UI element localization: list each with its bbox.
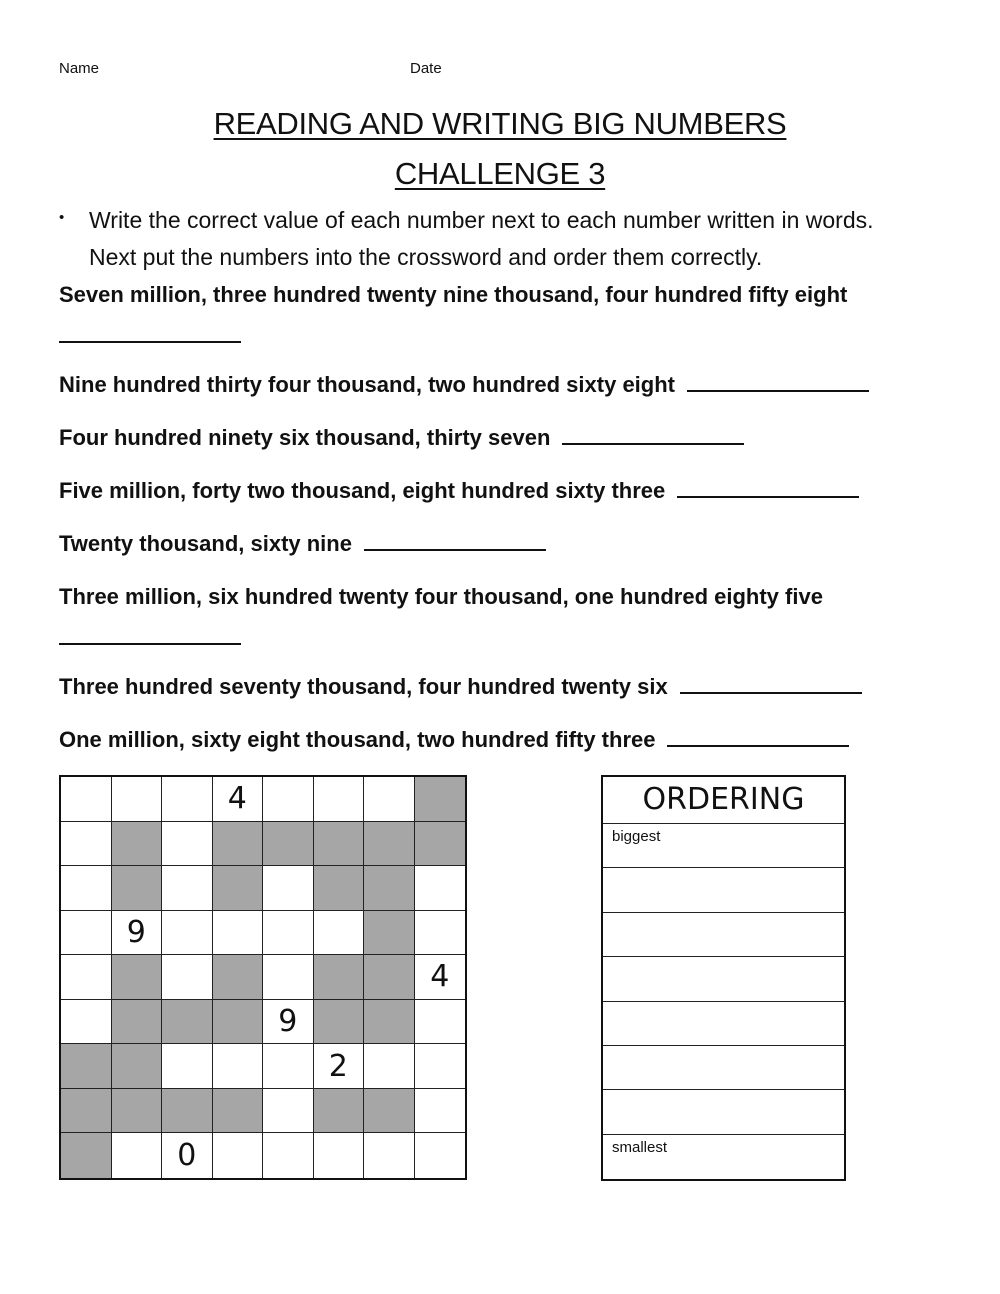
ordering-row-3[interactable]	[603, 913, 844, 957]
crossword-cell[interactable]	[263, 777, 314, 822]
crossword-cell[interactable]	[263, 1089, 314, 1134]
question-3	[59, 425, 744, 451]
answer-blank-5[interactable]	[364, 531, 546, 551]
crossword-cell[interactable]	[415, 1133, 466, 1178]
crossword-cell[interactable]	[314, 911, 365, 956]
crossword-cell-shaded	[415, 777, 466, 822]
question-8-text: One million, sixty eight thousand, two hundred fifty three	[59, 727, 656, 752]
page-title: READING AND WRITING BIG NUMBERS	[213, 106, 787, 141]
crossword-cell[interactable]	[364, 777, 415, 822]
ordering-row-5[interactable]	[603, 1002, 844, 1046]
answer-blank-3[interactable]	[562, 425, 744, 445]
crossword-cell[interactable]	[112, 777, 163, 822]
crossword-cell[interactable]	[61, 822, 112, 867]
crossword-cell-shaded	[364, 955, 415, 1000]
answer-blank-7[interactable]	[680, 674, 862, 694]
crossword-cell[interactable]	[162, 1044, 213, 1089]
crossword-cell-shaded	[213, 822, 264, 867]
crossword-cell[interactable]	[364, 1133, 415, 1178]
ordering-row-7[interactable]	[603, 1090, 844, 1134]
crossword-cell[interactable]	[213, 911, 264, 956]
crossword-cell[interactable]	[112, 1133, 163, 1178]
bullet-icon: •	[59, 209, 65, 226]
crossword-cell[interactable]	[263, 955, 314, 1000]
crossword-cell[interactable]	[415, 1089, 466, 1134]
crossword-grid	[59, 775, 467, 1180]
answer-blank-2[interactable]	[687, 372, 869, 392]
crossword-cell-shaded	[213, 1089, 264, 1134]
crossword-cell[interactable]	[213, 1044, 264, 1089]
question-1: Seven million, three hundred twenty nine thousand, four hundred fifty eight	[59, 282, 848, 307]
crossword-cell-shaded	[364, 866, 415, 911]
crossword-cell-shaded	[112, 822, 163, 867]
question-3-text: Four hundred ninety six thousand, thirty seven	[59, 425, 551, 450]
crossword-cell-shaded	[112, 1089, 163, 1134]
crossword-cell[interactable]	[61, 777, 112, 822]
crossword-cell-shaded	[213, 955, 264, 1000]
crossword-cell-shaded	[112, 866, 163, 911]
crossword-cell[interactable]	[263, 1044, 314, 1089]
crossword-cell[interactable]	[415, 866, 466, 911]
crossword-cell[interactable]	[263, 911, 314, 956]
crossword-cell[interactable]: 0	[162, 1133, 213, 1178]
crossword-cell-shaded	[112, 1000, 163, 1045]
crossword-cell[interactable]	[61, 866, 112, 911]
crossword-cell[interactable]	[415, 1000, 466, 1045]
crossword-cell-shaded	[162, 1000, 213, 1045]
crossword-cell[interactable]: 9	[112, 911, 163, 956]
question-4-text: Five million, forty two thousand, eight hundred sixty three	[59, 478, 666, 503]
crossword-cell-shaded	[61, 1044, 112, 1089]
instruction-line-2: Next put the numbers into the crossword and order them correctly.	[89, 244, 763, 270]
crossword-cell[interactable]	[162, 955, 213, 1000]
crossword-cell-shaded	[61, 1089, 112, 1134]
crossword-cell[interactable]	[162, 822, 213, 867]
crossword-cell-shaded	[213, 1000, 264, 1045]
ordering-row-2[interactable]	[603, 868, 844, 912]
question-5	[59, 531, 546, 557]
crossword-cell-shaded	[213, 866, 264, 911]
crossword-cell[interactable]	[162, 777, 213, 822]
question-2	[59, 372, 869, 398]
crossword-cell-shaded	[314, 1000, 365, 1045]
crossword-cell[interactable]	[415, 911, 466, 956]
crossword-cell[interactable]	[314, 1133, 365, 1178]
crossword-cell[interactable]	[61, 1000, 112, 1045]
ordering-table	[601, 775, 846, 1181]
crossword-cell-shaded	[112, 955, 163, 1000]
ordering-row-8[interactable]	[603, 1135, 844, 1179]
crossword-cell[interactable]: 4	[415, 955, 466, 1000]
crossword-cell[interactable]: 4	[213, 777, 264, 822]
crossword-cell[interactable]	[415, 1044, 466, 1089]
crossword-cell[interactable]	[162, 866, 213, 911]
crossword-cell-shaded	[364, 1000, 415, 1045]
crossword-cell-shaded	[61, 1133, 112, 1178]
crossword-cell[interactable]	[263, 1133, 314, 1178]
answer-blank-1[interactable]	[59, 341, 241, 343]
crossword-cell-shaded	[364, 1089, 415, 1134]
instruction-line-1: Write the correct value of each number next to each number written in words.	[89, 207, 874, 233]
crossword-cell[interactable]	[61, 911, 112, 956]
crossword-cell-shaded	[162, 1089, 213, 1134]
smallest-label: smallest	[612, 1138, 668, 1156]
crossword-cell-shaded	[314, 866, 365, 911]
crossword-cell-shaded	[112, 1044, 163, 1089]
crossword-cell-shaded	[314, 1089, 365, 1134]
date-label: Date	[410, 60, 442, 77]
crossword-cell-shaded	[263, 822, 314, 867]
ordering-heading: ORDERING	[603, 777, 844, 824]
question-2-text: Nine hundred thirty four thousand, two hundred sixty eight	[59, 372, 675, 397]
answer-blank-8[interactable]	[667, 727, 849, 747]
crossword-cell-shaded	[364, 822, 415, 867]
crossword-cell[interactable]	[162, 911, 213, 956]
crossword-cell[interactable]: 2	[314, 1044, 365, 1089]
crossword-cell-shaded	[364, 911, 415, 956]
crossword-cell-shaded	[415, 822, 466, 867]
ordering-row-1[interactable]	[603, 824, 844, 868]
ordering-row-6[interactable]	[603, 1046, 844, 1090]
crossword-cell[interactable]	[364, 1044, 415, 1089]
crossword-cell[interactable]: 9	[263, 1000, 314, 1045]
ordering-row-4[interactable]	[603, 957, 844, 1001]
question-4	[59, 478, 859, 504]
answer-blank-4[interactable]	[677, 478, 859, 498]
answer-blank-6[interactable]	[59, 643, 241, 645]
biggest-label: biggest	[612, 828, 661, 845]
crossword-cell[interactable]	[61, 955, 112, 1000]
crossword-cell-shaded	[314, 955, 365, 1000]
crossword-cell[interactable]	[263, 866, 314, 911]
question-5-text: Twenty thousand, sixty nine	[59, 531, 352, 556]
question-8	[59, 727, 849, 753]
crossword-cell[interactable]	[314, 777, 365, 822]
name-label: Name	[59, 60, 100, 77]
question-7	[59, 674, 862, 700]
question-7-text: Three hundred seventy thousand, four hundred twenty six	[59, 674, 668, 699]
page-subtitle: CHALLENGE 3	[394, 156, 606, 191]
crossword-cell[interactable]	[213, 1133, 264, 1178]
question-6: Three million, six hundred twenty four thousand, one hundred eighty five	[59, 584, 823, 609]
crossword-cell-shaded	[314, 822, 365, 867]
